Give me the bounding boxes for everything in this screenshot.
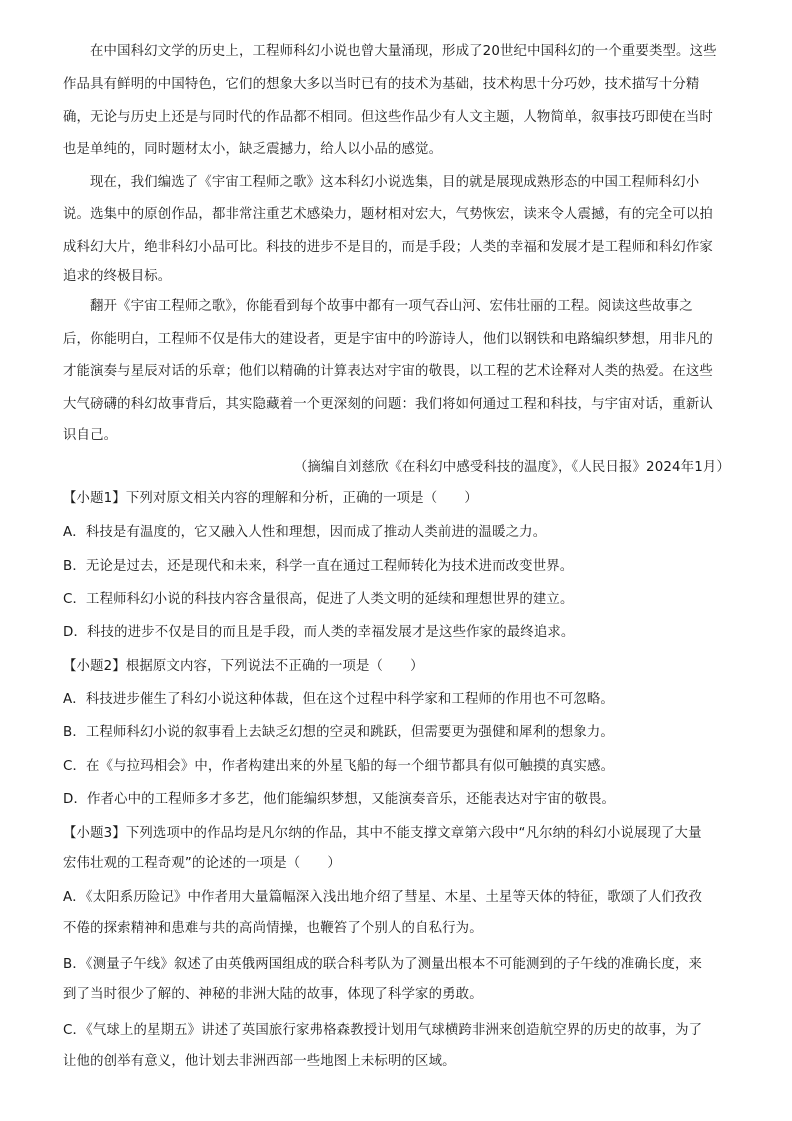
q3-option-a-line-2: 不倦的探索精神和患难与共的高尚情操，也鞭笞了个别人的自私行为。: [63, 921, 483, 936]
passage-p3-line-2: 后，你能明白，工程师不仅是伟大的建设者，更是宇宙中的吟游诗人，他们以钢铁和电路编织梦想，用非凡的: [63, 332, 713, 347]
q3-option-c-line-2: 让他的创举有意义，他计划去非洲西部一些地图上未标明的区域。: [63, 1054, 456, 1069]
passage-p1-line-1: 在中国科幻文学的历史上，工程师科幻小说也曾大量涌现，形成了20世纪中国科幻的一个重要类型。这些: [90, 44, 717, 59]
q1-option-d: D．科技的进步不仅是目的而且是手段，而人类的幸福发展才是这些作家的最终追求。: [63, 625, 575, 640]
passage-p1-line-4: 也是单纯的，同时题材太小，缺乏震撼力，给人以小品的感觉。: [63, 142, 443, 157]
q3-option-b-line-2: 到了当时很少了解的、神秘的非洲大陆的故事，体现了科学家的勇敢。: [63, 987, 483, 1002]
passage-p3-line-3: 才能演奏与星辰对话的乐章；他们以精确的计算表达对宇宙的敬畏，以工程的艺术诠释对人类的热爱。在这些: [63, 364, 713, 379]
q2-stem: 【小题2】根据原文内容，下列说法不正确的一项是（ ）: [63, 659, 424, 674]
passage-p2-line-3: 成科幻大片，绝非科幻小品可比。科技的进步不是目的，而是手段；人类的幸福和发展才是工程师和科幻作家: [63, 240, 713, 255]
q3-option-a-line-1: A．《太阳系历险记》中作者用大量篇幅深入浅出地介绍了彗星、木星、土星等天体的特征，歌颂了人们孜孜: [63, 890, 703, 905]
q2-option-d: D．作者心中的工程师多才多艺，他们能编织梦想，又能演奏音乐，还能表达对宇宙的敬畏。: [63, 792, 616, 807]
q2-option-a: A．科技进步催生了科幻小说这种体裁，但在这个过程中科学家和工程师的作用也不可忽略。: [63, 692, 614, 707]
passage-p2-line-2: 说。选集中的原创作品，都非常注重艺术感染力，题材相对宏大，气势恢宏，读来令人震撼，有的完全可以拍: [63, 207, 713, 222]
q2-option-c: C．在《与拉玛相会》中，作者构建出来的外星飞船的每一个细节都具有似可触摸的真实感。: [63, 759, 615, 774]
q3-stem-line-1: 【小题3】下列选项中的作品均是凡尔纳的作品，其中不能支撑文章第六段中“凡尔纳的科幻小说展现了大量: [63, 826, 702, 841]
passage-p3-line-1: 翻开《宇宙工程师之歌》，你能看到每个故事中都有一项气吞山河、宏伟壮丽的工程。阅读这些故事之: [90, 299, 693, 314]
q1-option-a: A．科技是有温度的，它又融入人性和理想，因而成了推动人类前进的温暖之力。: [63, 525, 547, 540]
q3-stem-line-2: 宏伟壮观的工程奇观”的论述的一项是（ ）: [63, 856, 341, 871]
source-citation: （摘编自刘慈欣《在科幻中感受科技的温度》，《人民日报》2024年1月）: [293, 460, 730, 475]
passage-p3-line-5: 识自己。: [63, 428, 118, 443]
passage-p1-line-2: 作品具有鲜明的中国特色，它们的想象大多以当时已有的技术为基础，技术构思十分巧妙，技术描写十分精: [63, 77, 700, 92]
q3-option-c-line-1: C．《气球上的星期五》讲述了英国旅行家弗格森教授计划用气球横跨非洲来创造航空界的历史的故事，为了: [63, 1023, 703, 1038]
q1-option-b: B．无论是过去，还是现代和未来，科学一直在通过工程师转化为技术进而改变世界。: [63, 559, 574, 574]
passage-p2-line-4: 追求的终极目标。: [63, 269, 172, 284]
q3-option-b-line-1: B．《测量子午线》叙述了由英俄两国组成的联合科考队为了测量出根本不可能测到的子午线的准确长度，来: [63, 957, 703, 972]
passage-p1-line-3: 确，无论与历史上还是与同时代的作品都不相同。但这些作品少有人文主题，人物简单，叙事技巧即使在当时: [63, 110, 713, 125]
q1-stem: 【小题1】下列对原文相关内容的理解和分析，正确的一项是（ ）: [63, 491, 478, 506]
q2-option-b: B．工程师科幻小说的叙事看上去缺乏幻想的空灵和跳跃，但需要更为强健和犀利的想象力。: [63, 725, 614, 740]
q1-option-c: C．工程师科幻小说的科技内容含量很高，促进了人类文明的延续和理想世界的建立。: [63, 592, 574, 607]
passage-p3-line-4: 大气磅礴的科幻故事背后，其实隐藏着一个更深刻的问题：我们将如何通过工程和科技，与宇宙对话，重新认: [63, 397, 713, 412]
passage-p2-line-1: 现在，我们编选了《宇宙工程师之歌》这本科幻小说选集，目的就是展现成熟形态的中国工程师科幻小: [90, 175, 700, 190]
